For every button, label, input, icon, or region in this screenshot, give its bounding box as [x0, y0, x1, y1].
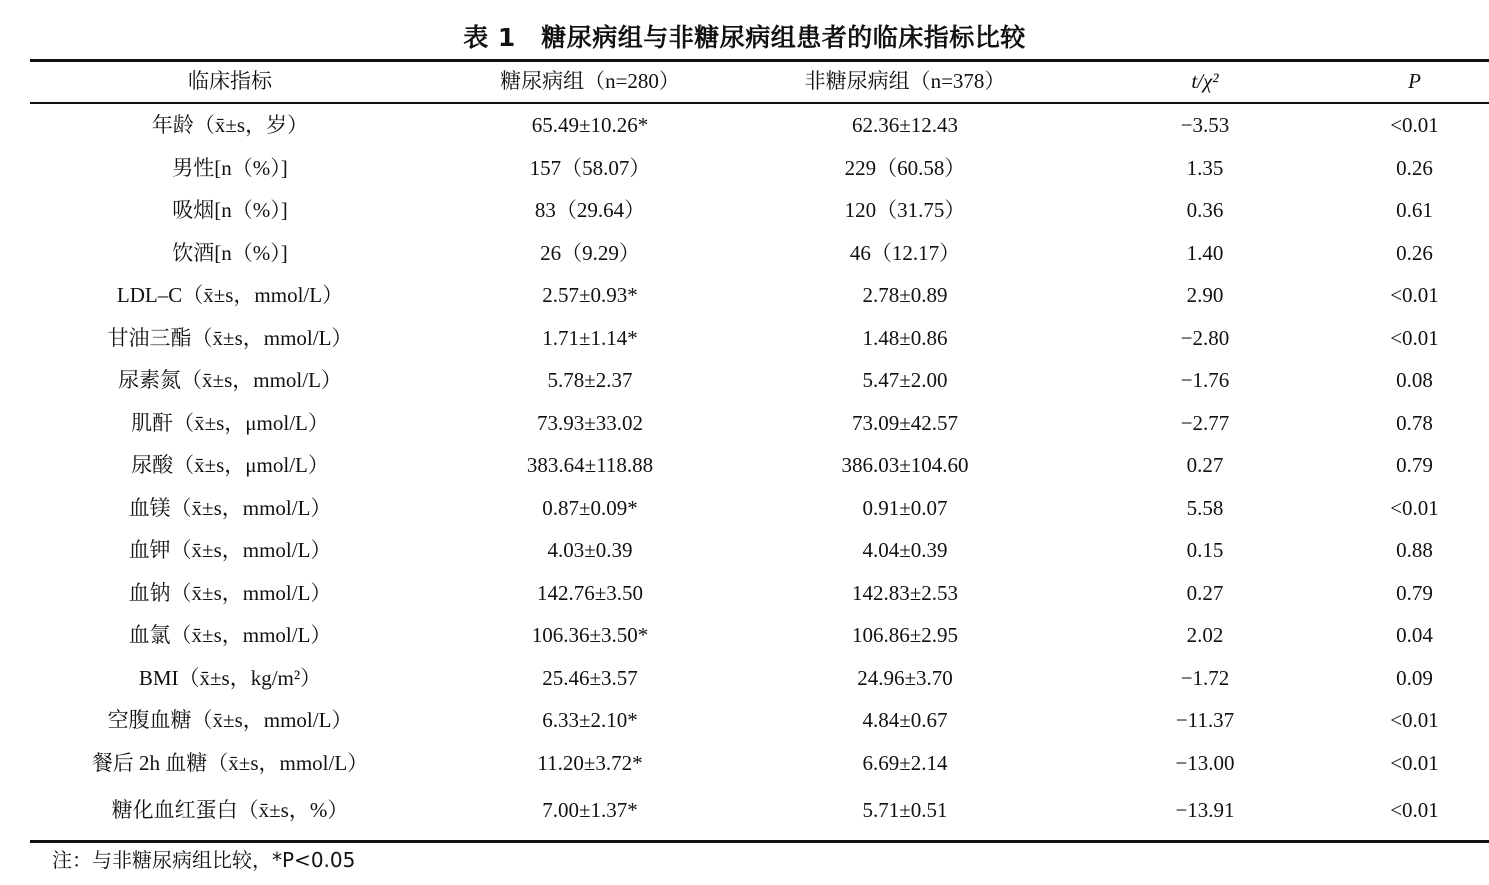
cell-indicator: 尿素氮（x̄±s，mmol/L）: [118, 368, 342, 392]
cell-test-statistic: 2.90: [1186, 283, 1224, 307]
cell-nondm-value: 62.36±12.43: [851, 113, 959, 137]
table-row: [30, 657, 1489, 699]
table-row: [30, 699, 1489, 741]
cell-nondm-value: 4.84±0.67: [862, 708, 948, 732]
cell-dm-value: 0.87±0.09*: [542, 495, 638, 520]
cell-p-value: 0.88: [1396, 538, 1433, 562]
cell-nondm-value: 106.86±2.95: [851, 623, 959, 647]
cell-dm-value: 1.71±1.14*: [542, 325, 638, 350]
cell-nondm-value: 2.78±0.89: [862, 283, 948, 307]
cell-nondm-value: 5.47±2.00: [862, 368, 948, 392]
header-p-value: P: [1408, 69, 1421, 93]
cell-dm-value: 2.57±0.93*: [542, 283, 638, 307]
cell-p-value: 0.26: [1396, 155, 1433, 180]
cell-indicator: 血钾（x̄±s，mmol/L）: [128, 538, 332, 562]
cell-p-value: 0.61: [1396, 198, 1433, 222]
cell-dm-value: 83（29.64）: [534, 198, 646, 222]
cell-indicator: 餐后 2h 血糖（x̄±s，mmol/L）: [91, 750, 369, 775]
cell-p-value: 0.09: [1396, 665, 1433, 690]
cell-nondm-value: 386.03±104.60: [841, 453, 969, 477]
cell-nondm-value: 24.96±3.70: [857, 665, 953, 690]
table-row: [30, 232, 1489, 274]
cell-nondm-value: 5.71±0.51: [862, 798, 948, 822]
cell-p-value: <0.01: [1390, 113, 1439, 137]
cell-dm-value: 5.78±2.37: [547, 368, 633, 392]
cell-p-value: <0.01: [1390, 798, 1439, 822]
cell-test-statistic: −1.72: [1180, 665, 1230, 690]
cell-dm-value: 73.93±33.02: [536, 410, 644, 435]
table-row: [30, 147, 1489, 189]
cell-indicator: 肌酐（x̄±s，μmol/L）: [131, 410, 329, 435]
cell-nondm-value: 1.48±0.86: [862, 325, 948, 350]
cell-p-value: <0.01: [1390, 750, 1439, 775]
cell-test-statistic: 0.15: [1186, 538, 1224, 562]
cell-test-statistic: −2.80: [1180, 325, 1230, 350]
cell-indicator: 饮酒[n（%）]: [172, 240, 288, 265]
cell-p-value: 0.79: [1396, 453, 1433, 477]
cell-indicator: 年龄（x̄±s，岁）: [151, 113, 309, 137]
table-row: [30, 274, 1489, 316]
cell-nondm-value: 120（31.75）: [844, 198, 966, 222]
table-row: [30, 189, 1489, 231]
header-dm-group: 糖尿病组（n=280）: [500, 69, 680, 93]
cell-nondm-value: 46（12.17）: [849, 240, 961, 265]
cell-p-value: <0.01: [1390, 283, 1439, 307]
cell-test-statistic: 1.35: [1186, 155, 1224, 180]
cell-p-value: 0.26: [1396, 240, 1433, 265]
table-row: [30, 104, 1489, 146]
cell-test-statistic: 0.27: [1186, 580, 1224, 605]
cell-dm-value: 4.03±0.39: [547, 538, 633, 562]
cell-dm-value: 25.46±3.57: [542, 665, 638, 690]
cell-test-statistic: −11.37: [1175, 708, 1235, 732]
cell-indicator: 糖化血红蛋白（x̄±s，%）: [111, 798, 349, 822]
cell-dm-value: 142.76±3.50: [536, 580, 644, 605]
bottom-rule: [30, 840, 1489, 843]
cell-nondm-value: 4.04±0.39: [862, 538, 948, 562]
cell-dm-value: 106.36±3.50*: [531, 623, 649, 647]
table-note: 注：与非糖尿病组比较，*P<0.05: [52, 848, 356, 872]
cell-p-value: <0.01: [1390, 325, 1439, 350]
cell-test-statistic: −13.00: [1175, 750, 1235, 775]
cell-test-statistic: −1.76: [1180, 368, 1230, 392]
cell-p-value: 0.78: [1396, 410, 1433, 435]
cell-indicator: 尿酸（x̄±s，μmol/L）: [131, 453, 329, 477]
table-row: [30, 572, 1489, 614]
table-row: [30, 487, 1489, 529]
cell-indicator: 空腹血糖（x̄±s，mmol/L）: [107, 708, 353, 732]
cell-indicator: 血钠（x̄±s，mmol/L）: [128, 580, 332, 605]
cell-nondm-value: 229（60.58）: [844, 155, 966, 180]
cell-test-statistic: −13.91: [1175, 798, 1235, 822]
cell-dm-value: 7.00±1.37*: [542, 798, 638, 822]
table-row: [30, 614, 1489, 656]
cell-dm-value: 157（58.07）: [529, 155, 651, 180]
table-row: [30, 402, 1489, 444]
cell-p-value: 0.79: [1396, 580, 1433, 605]
table-header-row: [30, 60, 1489, 102]
cell-nondm-value: 0.91±0.07: [862, 495, 948, 520]
cell-indicator: BMI（x̄±s，kg/m²）: [138, 665, 322, 690]
table-row: [30, 359, 1489, 401]
cell-indicator: 吸烟[n（%）]: [172, 198, 288, 222]
header-indicator: 临床指标: [188, 69, 272, 93]
cell-indicator: 男性[n（%）]: [172, 155, 288, 180]
table-row: [30, 317, 1489, 359]
cell-nondm-value: 6.69±2.14: [862, 750, 948, 775]
table-title: 表 1 糖尿病组与非糖尿病组患者的临床指标比较: [463, 23, 1026, 52]
header-nondm-group: 非糖尿病组（n=378）: [804, 69, 1006, 93]
cell-dm-value: 383.64±118.88: [526, 453, 654, 477]
table-row: [30, 444, 1489, 486]
table-row: [30, 789, 1489, 831]
cell-dm-value: 26（9.29）: [540, 240, 640, 265]
cell-p-value: 0.04: [1396, 623, 1433, 647]
cell-indicator: 甘油三酯（x̄±s，mmol/L）: [107, 325, 353, 350]
cell-test-statistic: −2.77: [1180, 410, 1230, 435]
cell-nondm-value: 73.09±42.57: [851, 410, 959, 435]
cell-test-statistic: −3.53: [1180, 113, 1230, 137]
cell-dm-value: 6.33±2.10*: [542, 708, 638, 732]
table-row: [30, 742, 1489, 784]
cell-indicator: 血氯（x̄±s，mmol/L）: [128, 623, 332, 647]
cell-test-statistic: 1.40: [1186, 240, 1224, 265]
cell-test-statistic: 2.02: [1186, 623, 1224, 647]
cell-test-statistic: 5.58: [1186, 495, 1224, 520]
cell-p-value: 0.08: [1396, 368, 1433, 392]
cell-dm-value: 65.49±10.26*: [531, 113, 649, 137]
cell-test-statistic: 0.36: [1186, 198, 1224, 222]
table-row: [30, 529, 1489, 571]
cell-test-statistic: 0.27: [1186, 453, 1224, 477]
header-test-statistic: t/χ²: [1191, 69, 1219, 93]
cell-indicator: 血镁（x̄±s，mmol/L）: [128, 495, 332, 520]
cell-indicator: LDL–C（x̄±s，mmol/L）: [116, 283, 344, 307]
cell-dm-value: 11.20±3.72*: [537, 750, 643, 775]
cell-p-value: <0.01: [1390, 708, 1439, 732]
cell-nondm-value: 142.83±2.53: [851, 580, 959, 605]
cell-p-value: <0.01: [1390, 495, 1439, 520]
